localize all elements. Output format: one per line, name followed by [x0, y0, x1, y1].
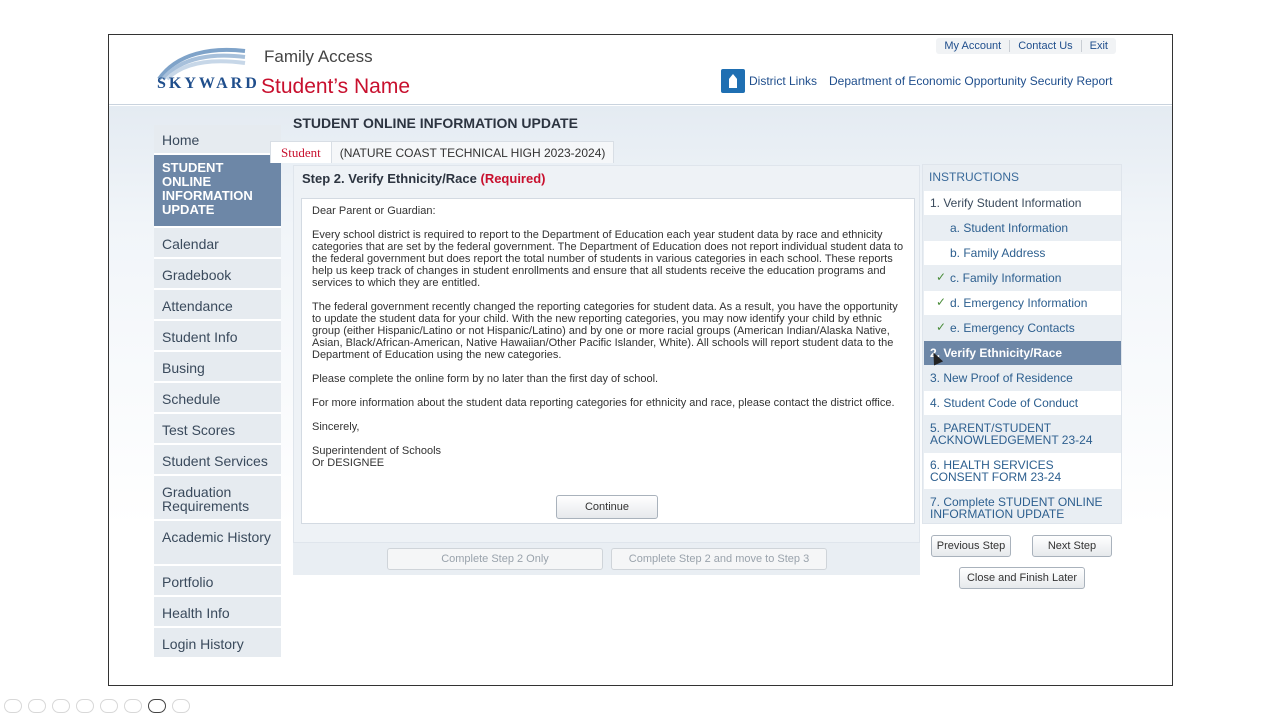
step-title-text: Step 2. Verify Ethnicity/Race: [302, 171, 477, 186]
my-account-link[interactable]: My Account: [944, 40, 1002, 52]
step-action-bar: [293, 543, 920, 575]
sidebar-item-portfolio[interactable]: Portfolio: [154, 566, 281, 597]
instr-step-1e-label: e. Emergency Contacts: [950, 321, 1075, 335]
logo: SKYWARD: [157, 75, 260, 92]
page-title: STUDENT ONLINE INFORMATION UPDATE: [293, 115, 578, 131]
check-icon: ✓: [936, 295, 947, 309]
sidebar-item-academic-history[interactable]: Academic History: [154, 521, 281, 566]
letter-paragraph-4: For more information about the student data reporting categories for ethnicity and race, please contact the district office.: [312, 397, 895, 409]
letter-signature-1: Superintendent of Schools: [312, 445, 442, 457]
sidebar-item-schedule[interactable]: Schedule: [154, 383, 281, 414]
previous-step-button[interactable]: Previous Step: [931, 535, 1011, 557]
sidebar-item-student-online-information-update[interactable]: STUDENT ONLINE INFORMATION UPDATE: [154, 155, 281, 228]
continue-button[interactable]: Continue: [556, 495, 658, 519]
step-title: [302, 171, 545, 186]
sidebar-item-student-info[interactable]: Student Info: [154, 321, 281, 352]
complete-step-2-only-button[interactable]: Complete Step 2 Only: [387, 548, 603, 570]
exit-link[interactable]: Exit: [1081, 40, 1116, 52]
contact-us-link[interactable]: Contact Us: [1009, 40, 1080, 52]
student-name: Student’s Name: [261, 75, 411, 98]
app-frame: [108, 34, 1173, 686]
instr-step-1a[interactable]: a. Student Information: [950, 221, 1069, 235]
instr-step-1c-label: c. Family Information: [950, 271, 1062, 285]
sidebar-item-health-info[interactable]: Health Info: [154, 597, 281, 628]
sidebar-item-attendance[interactable]: Attendance: [154, 290, 281, 321]
instructions-panel: [922, 164, 1122, 524]
instr-step-3[interactable]: 3. New Proof of Residence: [930, 371, 1073, 385]
instr-step-1c[interactable]: [924, 266, 1121, 290]
check-icon: ✓: [936, 320, 947, 334]
school-label: (NATURE COAST TECHNICAL HIGH 2023-2024): [332, 141, 615, 163]
subtitles-icon[interactable]: [124, 699, 142, 713]
check-icon: ✓: [936, 270, 947, 284]
instr-step-1b[interactable]: b. Family Address: [924, 241, 1121, 265]
sidebar-item-login-history[interactable]: Login History: [154, 628, 281, 659]
pen-icon[interactable]: [52, 699, 70, 713]
more-icon[interactable]: [172, 699, 190, 713]
next-step-button[interactable]: Next Step: [1032, 535, 1112, 557]
district-links-icon[interactable]: [721, 69, 745, 93]
instr-step-1d-label: d. Emergency Information: [950, 296, 1088, 310]
instr-step-7[interactable]: 7. Complete STUDENT ONLINE INFORMATION UPDATE: [930, 495, 1103, 521]
sidebar-item-gradebook[interactable]: Gradebook: [154, 259, 281, 290]
sidebar: [154, 125, 281, 659]
product-name: Family Access: [264, 47, 373, 66]
instr-step-1[interactable]: 1. Verify Student Information: [924, 191, 1121, 215]
sidebar-item-student-services[interactable]: Student Services: [154, 445, 281, 476]
sidebar-item-home[interactable]: Home: [154, 125, 281, 155]
step-panel: [293, 165, 920, 543]
instr-step-5[interactable]: 5. PARENT/STUDENT ACKNOWLEDGEMENT 23-24: [930, 421, 1093, 447]
letter-closing: Sincerely,: [312, 421, 360, 433]
sidebar-item-busing[interactable]: Busing: [154, 352, 281, 383]
zoom-icon[interactable]: [100, 699, 118, 713]
tab-student[interactable]: Student: [270, 141, 332, 163]
close-finish-later-button[interactable]: Close and Finish Later: [959, 567, 1085, 589]
video-controls: [4, 699, 190, 713]
instructions-heading: INSTRUCTIONS: [929, 170, 1019, 184]
letter-signature-2: Or DESIGNEE: [312, 457, 385, 469]
tab-row: [270, 141, 614, 163]
instr-step-4[interactable]: 4. Student Code of Conduct: [924, 391, 1121, 415]
deos-report-link[interactable]: Department of Economic Opportunity Security Report: [829, 74, 1113, 88]
instr-step-1d[interactable]: [924, 291, 1121, 315]
letter-paragraph-3: Please complete the online form by no later than the first day of school.: [312, 373, 659, 385]
sidebar-item-calendar[interactable]: Calendar: [154, 228, 281, 259]
sidebar-item-test-scores[interactable]: Test Scores: [154, 414, 281, 445]
district-links-link[interactable]: District Links: [749, 74, 818, 88]
instr-step-6[interactable]: 6. HEALTH SERVICES CONSENT FORM 23-24: [924, 453, 1121, 489]
letter-paragraph-2: The federal government recently changed the reporting categories for student data. As a result, you have the opportunity to update the student data for your child. With the new reporting categories, you may now identify your child by ethnic group (either Hispanic/Latino or not Hispanic/Latino) and by one or more racial groups (American Indian/Alaska Native, Asian, Black/African-American, Native Hawaiian/Other Pacific Islander, White). All schools will report student data to the Department of Education using the new categories.: [312, 301, 898, 361]
instr-step-2[interactable]: 2. Verify Ethnicity/Race: [924, 341, 1121, 365]
letter-box: [301, 198, 915, 524]
required-label: (Required): [480, 171, 546, 186]
header: [109, 35, 1172, 105]
top-links: [936, 38, 1116, 54]
rewind-icon[interactable]: [4, 699, 22, 713]
letter-greeting: Dear Parent or Guardian:: [312, 205, 436, 217]
sidebar-item-graduation-requirements[interactable]: Graduation Requirements: [154, 476, 281, 521]
instr-step-1e[interactable]: [924, 316, 1121, 340]
camera-icon[interactable]: [148, 699, 166, 713]
complete-step-2-move-button[interactable]: Complete Step 2 and move to Step 3: [611, 548, 827, 570]
copy-icon[interactable]: [76, 699, 94, 713]
play-icon[interactable]: [28, 699, 46, 713]
letter-paragraph-1: Every school district is required to report to the Department of Education each year student data by race and ethnicity categories that are set by the federal government. The Department of Education does not report individual student data to the federal government but does report the total number of students in various categories in each school. These reports help us keep track of changes in student enrollments and ensure that all students receive the education programs and services to which they are entitled.: [312, 229, 904, 289]
